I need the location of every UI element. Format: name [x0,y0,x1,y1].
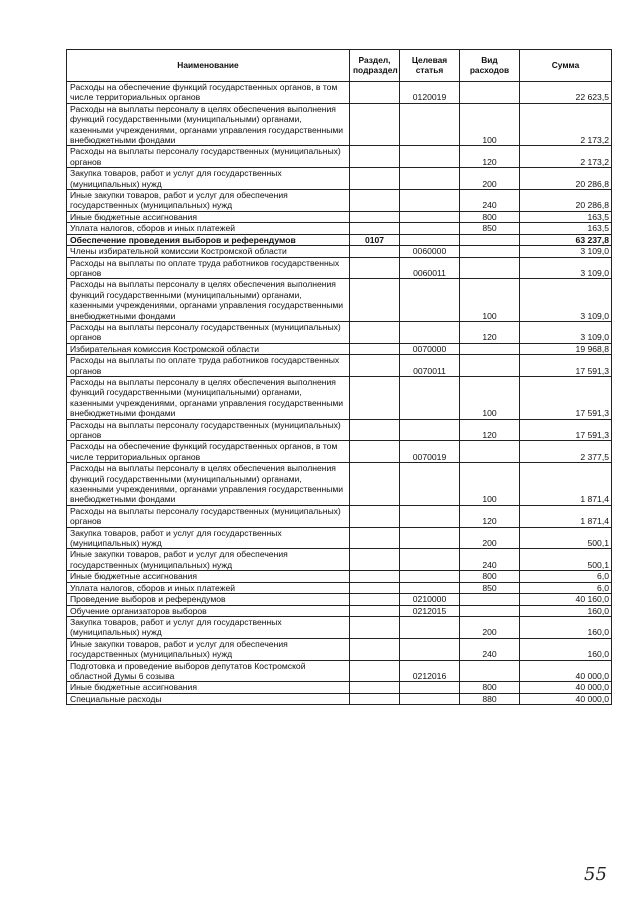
cell-sum: 500,1 [520,549,612,571]
cell-name: Расходы на выплаты персоналу в целях обеспечения выполнения функций государственными (муниципальными) органами, казенными учреждениями, органами управления государственными внебюджетными фондами [67,376,350,419]
cell-section [350,571,400,582]
cell-kind: 240 [460,190,520,212]
cell-name: Закупка товаров, работ и услуг для государственных (муниципальных) нужд [67,527,350,549]
table-row [67,605,612,616]
cell-section [350,594,400,605]
cell-section [350,527,400,549]
cell-name: Иные бюджетные ассигнования [67,211,350,222]
cell-section [350,355,400,377]
table-row [67,279,612,322]
table-row [67,682,612,693]
cell-sum: 163,5 [520,223,612,234]
cell-kind [460,605,520,616]
cell-sum: 6,0 [520,582,612,593]
table-row [67,505,612,527]
cell-name: Иные бюджетные ассигнования [67,571,350,582]
cell-name: Обеспечение проведения выборов и референдумов [67,234,350,245]
cell-sum: 3 109,0 [520,246,612,257]
cell-name: Иные закупки товаров, работ и услуг для обеспечения государственных (муниципальных) нужд [67,638,350,660]
cell-kind: 850 [460,582,520,593]
cell-sum: 3 109,0 [520,321,612,343]
cell-section [350,682,400,693]
table-row [67,660,612,682]
cell-target: 0212016 [400,660,460,682]
table-row [67,234,612,245]
table-row [67,168,612,190]
cell-kind [460,257,520,279]
cell-target [400,223,460,234]
cell-name: Члены избирательной комиссии Костромской области [67,246,350,257]
cell-name: Иные закупки товаров, работ и услуг для обеспечения государственных (муниципальных) нужд [67,549,350,571]
cell-section [350,463,400,506]
cell-kind: 100 [460,103,520,146]
cell-sum: 17 591,3 [520,376,612,419]
page-number: 55 [584,864,607,885]
cell-target [400,419,460,441]
cell-name: Расходы на выплаты персоналу государственных (муниципальных) органов [67,419,350,441]
cell-sum: 40 160,0 [520,594,612,605]
cell-target [400,527,460,549]
table-row [67,257,612,279]
cell-sum: 163,5 [520,211,612,222]
cell-kind: 200 [460,527,520,549]
cell-target [400,463,460,506]
cell-target [400,376,460,419]
cell-name: Иные закупки товаров, работ и услуг для обеспечения государственных (муниципальных) нужд [67,190,350,212]
cell-kind: 100 [460,376,520,419]
cell-name: Подготовка и проведение выборов депутатов Костромской областной Думы 6 созыва [67,660,350,682]
table-row [67,223,612,234]
cell-name: Специальные расходы [67,693,350,704]
cell-kind [460,355,520,377]
cell-name: Обучение организаторов выборов [67,605,350,616]
header-name: Наименование [67,50,350,82]
table-row [67,527,612,549]
cell-name: Расходы на выплаты по оплате труда работников государственных органов [67,257,350,279]
cell-sum: 500,1 [520,527,612,549]
cell-target [400,279,460,322]
cell-section [350,343,400,354]
cell-sum: 3 109,0 [520,279,612,322]
cell-name: Иные бюджетные ассигнования [67,682,350,693]
cell-target [400,571,460,582]
table-row [67,419,612,441]
cell-sum: 160,0 [520,605,612,616]
cell-sum: 20 286,8 [520,190,612,212]
cell-section [350,549,400,571]
cell-target [400,582,460,593]
cell-sum: 160,0 [520,638,612,660]
cell-section [350,190,400,212]
cell-name: Расходы на обеспечение функций государственных органов, в том числе территориальных органов [67,441,350,463]
table-row [67,355,612,377]
table-row [67,594,612,605]
table-row [67,82,612,104]
cell-kind: 120 [460,505,520,527]
cell-sum: 3 109,0 [520,257,612,279]
cell-kind: 880 [460,693,520,704]
cell-target [400,234,460,245]
cell-kind: 100 [460,279,520,322]
cell-target: 0060000 [400,246,460,257]
cell-sum: 40 000,0 [520,660,612,682]
cell-target [400,211,460,222]
cell-section [350,582,400,593]
cell-name: Расходы на выплаты персоналу в целях обеспечения выполнения функций государственными (муниципальными) органами, казенными учреждениями, органами управления государственными внебюджетными фондами [67,463,350,506]
cell-target: 0070011 [400,355,460,377]
cell-sum: 40 000,0 [520,693,612,704]
cell-target [400,693,460,704]
cell-target: 0212015 [400,605,460,616]
cell-name: Расходы на выплаты персоналу в целях обеспечения выполнения функций государственными (муниципальными) органами, казенными учреждениями, органами управления государственными внебюджетными фондами [67,279,350,322]
cell-target [400,616,460,638]
cell-sum: 2 377,5 [520,441,612,463]
cell-name: Уплата налогов, сборов и иных платежей [67,582,350,593]
table-row [67,441,612,463]
header-sum: Сумма [520,50,612,82]
cell-kind: 800 [460,211,520,222]
budget-table [66,49,612,705]
table-row [67,376,612,419]
table-row [67,211,612,222]
budget-table-sheet [66,49,611,705]
table-row [67,582,612,593]
cell-name: Закупка товаров, работ и услуг для государственных (муниципальных) нужд [67,616,350,638]
cell-kind: 200 [460,168,520,190]
cell-target [400,190,460,212]
cell-sum: 22 623,5 [520,82,612,104]
cell-target: 0210000 [400,594,460,605]
cell-name: Расходы на выплаты по оплате труда работников государственных органов [67,355,350,377]
cell-kind [460,343,520,354]
cell-sum: 17 591,3 [520,419,612,441]
cell-section [350,419,400,441]
header-target: Целевая статья [400,50,460,82]
cell-target [400,682,460,693]
table-row [67,571,612,582]
table-row [67,616,612,638]
cell-sum: 2 173,2 [520,103,612,146]
cell-kind: 200 [460,616,520,638]
cell-target [400,638,460,660]
table-row [67,190,612,212]
cell-section [350,223,400,234]
cell-sum: 17 591,3 [520,355,612,377]
table-row [67,246,612,257]
cell-name: Уплата налогов, сборов и иных платежей [67,223,350,234]
cell-kind [460,234,520,245]
cell-sum: 160,0 [520,616,612,638]
cell-section [350,505,400,527]
cell-section [350,82,400,104]
cell-section [350,693,400,704]
cell-sum: 19 968,8 [520,343,612,354]
cell-kind [460,660,520,682]
table-row [67,343,612,354]
cell-section [350,616,400,638]
cell-target [400,321,460,343]
cell-section [350,103,400,146]
cell-section [350,257,400,279]
cell-kind: 120 [460,321,520,343]
cell-name: Расходы на обеспечение функций государственных органов, в том числе территориальных органов [67,82,350,104]
cell-name: Расходы на выплаты персоналу государственных (муниципальных) органов [67,505,350,527]
table-row [67,638,612,660]
cell-section [350,660,400,682]
cell-target [400,549,460,571]
header-section: Раздел, подраздел [350,50,400,82]
cell-name: Избирательная комиссия Костромской области [67,343,350,354]
cell-section [350,376,400,419]
cell-section [350,441,400,463]
cell-section [350,279,400,322]
table-row [67,463,612,506]
cell-sum: 40 000,0 [520,682,612,693]
cell-sum: 1 871,4 [520,505,612,527]
cell-kind: 120 [460,419,520,441]
cell-name: Расходы на выплаты персоналу государственных (муниципальных) органов [67,146,350,168]
header-kind: Вид расходов [460,50,520,82]
cell-kind [460,594,520,605]
cell-sum: 20 286,8 [520,168,612,190]
cell-section [350,321,400,343]
cell-target: 0070000 [400,343,460,354]
cell-name: Проведение выборов и референдумов [67,594,350,605]
table-row [67,693,612,704]
table-row [67,146,612,168]
cell-target [400,505,460,527]
table-row [67,321,612,343]
cell-kind: 800 [460,571,520,582]
table-header-row [67,50,612,82]
cell-target [400,103,460,146]
cell-kind: 240 [460,638,520,660]
cell-section [350,246,400,257]
cell-target: 0060011 [400,257,460,279]
table-row [67,103,612,146]
cell-section [350,168,400,190]
cell-target: 0070019 [400,441,460,463]
cell-section [350,146,400,168]
cell-kind: 240 [460,549,520,571]
cell-sum: 2 173,2 [520,146,612,168]
cell-target [400,168,460,190]
cell-kind [460,82,520,104]
table-row [67,549,612,571]
cell-kind [460,441,520,463]
cell-sum: 63 237,8 [520,234,612,245]
cell-name: Расходы на выплаты персоналу в целях обеспечения выполнения функций государственными (муниципальными) органами, казенными учреждениями, органами управления государственными внебюджетными фондами [67,103,350,146]
cell-name: Закупка товаров, работ и услуг для государственных (муниципальных) нужд [67,168,350,190]
cell-target: 0120019 [400,82,460,104]
cell-kind: 100 [460,463,520,506]
cell-section [350,605,400,616]
cell-target [400,146,460,168]
cell-sum: 6,0 [520,571,612,582]
cell-section: 0107 [350,234,400,245]
cell-name: Расходы на выплаты персоналу государственных (муниципальных) органов [67,321,350,343]
cell-kind [460,246,520,257]
cell-kind: 850 [460,223,520,234]
cell-sum: 1 871,4 [520,463,612,506]
cell-kind: 120 [460,146,520,168]
cell-kind: 800 [460,682,520,693]
cell-section [350,211,400,222]
cell-section [350,638,400,660]
